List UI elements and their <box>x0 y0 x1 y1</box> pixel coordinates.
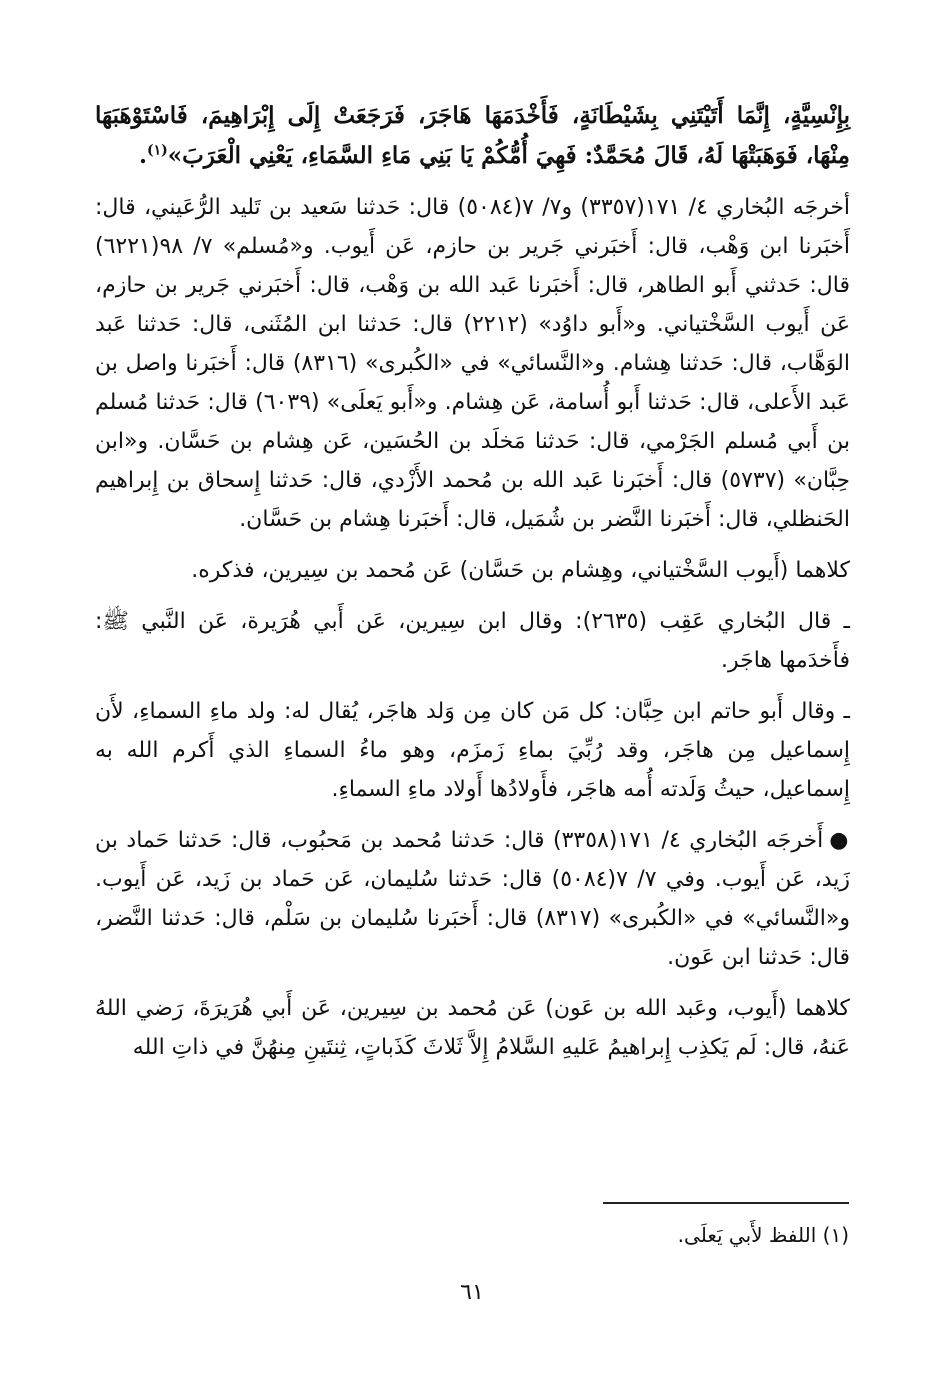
both-narrations-paragraph-1: كلاهما (أَيوب السَّخْتياني، وهِشام بن حَسَّان) عَن مُحمد بن سِيرين، فذكره. <box>191 558 850 583</box>
takhrij-paragraph-1: أخرجَه البُخاري ٤/ ١٧١(٣٣٥٧) و٧/ ٧(٥٠٨٤) قال: حَدثنا سَعيد بن تَليد الرُّعَيني، قال: أَخبَرنا ابن وَهْب، قال: أَخبَرني جَرير بن حازم، عَن أَيوب. و«مُسلم» ٧/ ٩٨(٦٢٢١) قال: حَدثني أَبو الطاهر، قال: أَخبَرنا عَبد الله بن وَهْب، قال: أَخبَرني جَرير بن حازم، عَن أَيوب السَّخْتياني. و«أَبو داوُد» (٢٢١٢) قال: حَدثنا ابن المُثَنى، قال: حَدثنا عَبد الوَهَّاب، قال: حَدثنا هِشام. و«النَّسائي» في «الكُبرى» (٨٣١٦) قال: أَخبَرنا واصل بن عَبد الأَعلى، قال: حَدثنا أَبو أُسامة، عَن هِشام. و«أَبو يَعلَى» (٦٠٣٩) قال: حَدثنا مُسلم بن أَبي مُسلم الجَرْمي، قال: حَدثنا مَخلَد بن الحُسَين، عَن هِشام بن حَسَّان. و«ابن حِبَّان» (٥٧٣٧) قال: أَخبَرنا عَبد الله بن مُحمد الأَزْدي، قال: حَدثنا إِسحاق بن إِبراهيم الحَنظلي، قال: أَخبَرنا النَّضر بن شُمَيل، قال: أَخبَرنا هِشام بن حَسَّان. <box>95 195 851 532</box>
hadith-text: بِإِنْسِيَّةٍ، إِنَّمَا أَتَيْتَنِي بِشَيْطَانَةٍ، فَأَخْدَمَهَا هَاجَرَ، فَرَجَعَتْ إِلَى إِبْرَاهِيمَ، فَاسْتَوْهَبَهَا مِنْهَا، فَوَهَبَتْهَا لَهُ، قَالَ مُحَمَّدٌ: فَهِيَ أُمُّكُمْ يَا بَنِي مَاءِ السَّمَاءِ، يَعْنِي الْعَرَبَ» <box>95 102 850 169</box>
ibn-hibban-note-paragraph: ـ وقال أَبو حاتم ابن حِبَّان: كل مَن كان مِن وَلد هاجَر، يُقال له: ولد ماءِ السماءِ، لأَن إِسماعيل مِن هاجَر، وقد رُبِّيَ بماءِ زَمزَم، وهو ماءُ السماءِ الذي أَكرم الله به إِسماعيل، حيثُ وَلَدته أُمه هاجَر، فأَولادُها أَولاد ماءِ السماءِ. <box>95 699 850 802</box>
page-body <box>95 96 850 1326</box>
both-narrations-paragraph-2: كلاهما (أَيوب، وعَبد الله بن عَون) عَن مُحمد بن سِيرين، عَن أَبي هُرَيرَةَ، رَضي اللهُ عَنهُ، قال: لَم يَكذِب إِبراهيمُ عَليهِ السَّلامُ إِلاَّ ثَلاثَ كَذَباتٍ، ثِنتَينِ مِنهُنَّ في ذاتِ الله <box>95 996 850 1060</box>
bukhari-note-paragraph: ـ قال البُخاري عَقِب (٢٦٣٥): وقال ابن سِيرين، عَن أَبي هُرَيرة، عَن النَّبي ﷺ: فأَخدَمها هاجَر. <box>95 609 851 673</box>
hadith-text-paragraph: بِإِنْسِيَّةٍ، إِنَّمَا أَتَيْتَنِي بِشَيْطَانَةٍ، فَأَخْدَمَهَا هَاجَرَ، فَرَجَعَتْ إِلَى إِبْرَاهِيمَ، فَاسْتَوْهَبَهَا مِنْهَا، فَوَهَبَتْهَا لَهُ، قَالَ مُحَمَّدٌ: فَهِيَ أُمُّكُمْ يَا بَنِي مَاءِ السَّمَاءِ، يَعْنِي الْعَرَبَ»$^{(١)}$. <box>95 102 850 169</box>
bullet-icon: ● <box>829 828 851 853</box>
takhrij-paragraph-2 <box>95 821 850 977</box>
takhrij-paragraph-2-text: أَخرجَه البُخاري ٤/ ١٧١(٣٣٥٨) قال: حَدثنا مُحمد بن مَحبُوب، قال: حَدثنا حَماد بن زَيد، عَن أَيوب. وفي ٧/ ٧(٥٠٨٤) قال: حَدثنا سُليمان، عَن حَماد بن زَيد، عَن أَيوب. و«النَّسائي» في «الكُبرى» (٨٣١٧) قال: أَخبَرنا سُليمان بن سَلْم، قال: حَدثنا النَّضر، قال: حَدثنا ابن عَون. <box>95 828 851 970</box>
page-number: ٦١ <box>460 1280 484 1305</box>
footnote-reference: (١) <box>147 142 168 159</box>
footnote-divider <box>603 1202 849 1204</box>
footnote: (١) اللفظ لأَبي يَعلَى. <box>677 1223 849 1247</box>
